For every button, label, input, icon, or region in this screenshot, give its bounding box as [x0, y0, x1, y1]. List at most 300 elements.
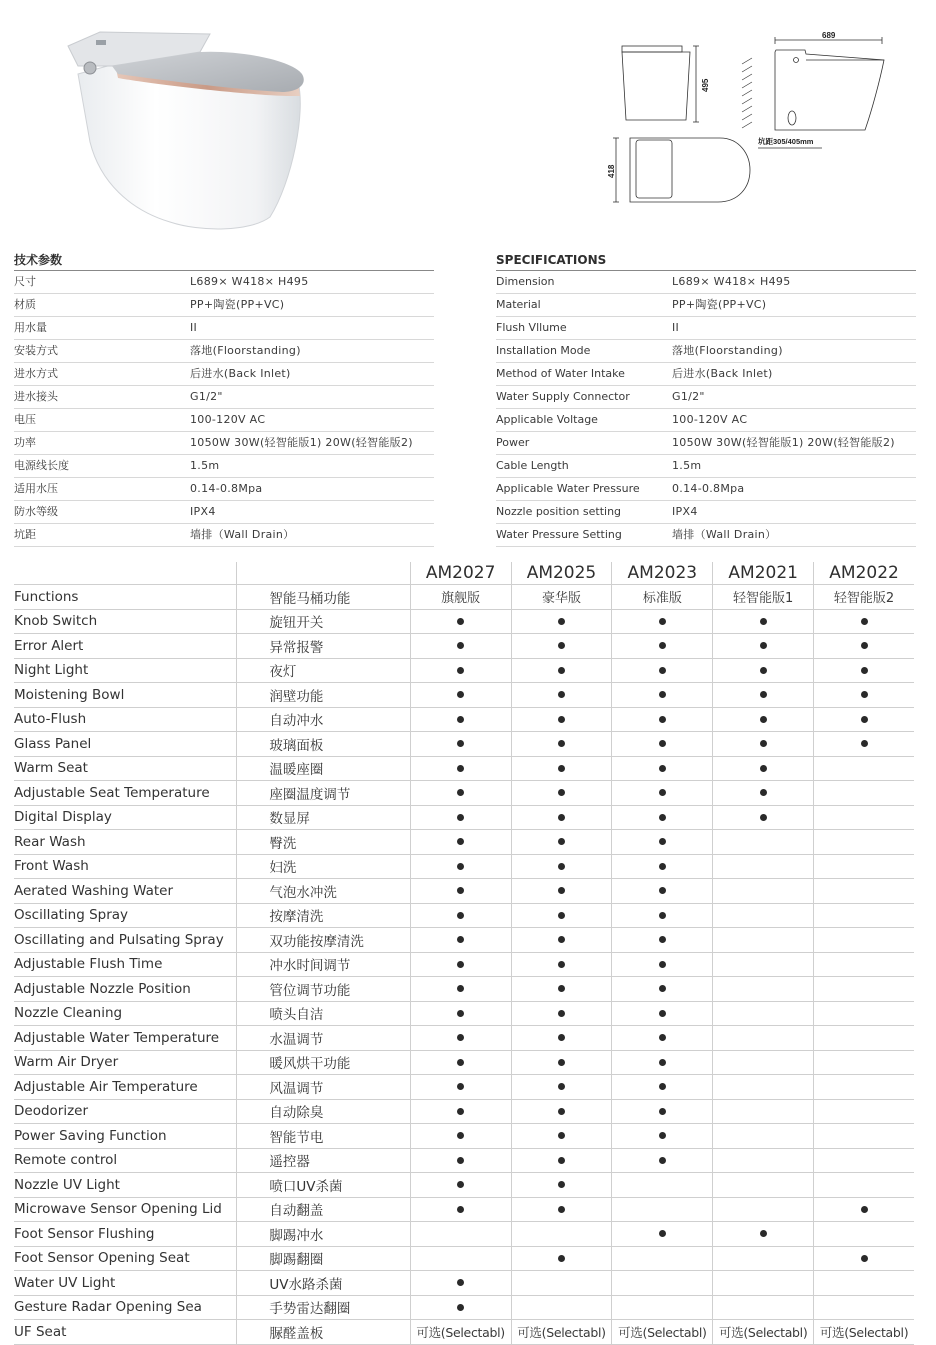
selectable-cell: 可选(Selectabl)	[814, 1320, 914, 1345]
feature-name-cn: 双功能按摩清洗	[237, 928, 410, 953]
feature-name-en: Microwave Sensor Opening Lid	[14, 1197, 237, 1222]
feature-cell	[713, 658, 814, 683]
feature-name-en: Knob Switch	[14, 609, 237, 634]
included-dot-icon	[457, 1157, 464, 1164]
included-dot-icon	[457, 1083, 464, 1090]
feature-name-cn: 管位调节功能	[237, 977, 410, 1002]
included-dot-icon	[659, 1010, 666, 1017]
included-dot-icon	[558, 642, 565, 649]
feature-row	[14, 928, 914, 953]
included-dot-icon	[457, 716, 464, 723]
feature-cell	[410, 928, 511, 953]
feature-cell	[410, 952, 511, 977]
spec-row	[496, 432, 916, 455]
feature-cell	[713, 1295, 814, 1320]
feature-cell	[713, 732, 814, 757]
included-dot-icon	[861, 740, 868, 747]
included-dot-icon	[558, 1108, 565, 1115]
blank-header-cell	[14, 562, 237, 585]
included-dot-icon	[558, 691, 565, 698]
included-dot-icon	[659, 765, 666, 772]
feature-cell	[612, 952, 713, 977]
spec-value: PP+陶瓷(PP+VC)	[672, 298, 767, 311]
feature-cell	[713, 1050, 814, 1075]
edition-header-row	[14, 585, 914, 610]
functions-header-cn: 智能马桶功能	[237, 585, 410, 610]
width-dimension: 418	[607, 164, 616, 178]
spec-key: Cable Length	[496, 459, 569, 472]
included-dot-icon	[457, 740, 464, 747]
drain-distance-label: 坑距305/405mm	[758, 137, 814, 146]
included-dot-icon	[457, 1059, 464, 1066]
feature-name-cn: 妇洗	[237, 854, 410, 879]
feature-name-en: Deodorizer	[14, 1099, 237, 1124]
feature-cell	[814, 1124, 914, 1149]
feature-name-en: Auto-Flush	[14, 707, 237, 732]
spec-value: 后进水(Back Inlet)	[190, 367, 291, 380]
feature-cell	[814, 756, 914, 781]
feature-cell	[612, 977, 713, 1002]
edition-name: 豪华版	[511, 585, 612, 610]
feature-cell	[713, 1246, 814, 1271]
spec-row	[496, 386, 916, 409]
spec-row	[496, 524, 916, 547]
included-dot-icon	[558, 716, 565, 723]
included-dot-icon	[558, 936, 565, 943]
included-dot-icon	[457, 1181, 464, 1188]
included-dot-icon	[760, 765, 767, 772]
spec-row	[14, 386, 434, 409]
blank-header-cell	[237, 562, 410, 585]
feature-cell	[410, 1271, 511, 1296]
included-dot-icon	[457, 887, 464, 894]
feature-row	[14, 1026, 914, 1051]
included-dot-icon	[457, 618, 464, 625]
feature-cell	[814, 1075, 914, 1100]
feature-row	[14, 1173, 914, 1198]
spec-row	[496, 363, 916, 386]
feature-name-en: Front Wash	[14, 854, 237, 879]
feature-cell	[511, 1295, 612, 1320]
feature-cell	[713, 1124, 814, 1149]
feature-cell	[410, 1222, 511, 1247]
feature-cell	[511, 658, 612, 683]
included-dot-icon	[659, 716, 666, 723]
included-dot-icon	[659, 1083, 666, 1090]
included-dot-icon	[659, 642, 666, 649]
included-dot-icon	[558, 985, 565, 992]
feature-cell	[511, 1197, 612, 1222]
feature-name-en: Night Light	[14, 658, 237, 683]
spec-row	[14, 524, 434, 547]
spec-row	[14, 432, 434, 455]
feature-cell	[814, 732, 914, 757]
included-dot-icon	[760, 667, 767, 674]
included-dot-icon	[659, 887, 666, 894]
included-dot-icon	[659, 1230, 666, 1237]
feature-name-cn: 风温调节	[237, 1075, 410, 1100]
spec-row	[496, 340, 916, 363]
feature-name-en: Adjustable Flush Time	[14, 952, 237, 977]
feature-name-cn: 手势雷达翻圈	[237, 1295, 410, 1320]
feature-row	[14, 1320, 914, 1345]
feature-cell	[612, 609, 713, 634]
feature-cell	[612, 1173, 713, 1198]
feature-cell	[814, 609, 914, 634]
included-dot-icon	[558, 1255, 565, 1262]
feature-cell	[612, 1050, 713, 1075]
feature-cell	[713, 952, 814, 977]
feature-cell	[713, 781, 814, 806]
feature-name-en: Warm Air Dryer	[14, 1050, 237, 1075]
spec-row	[496, 478, 916, 501]
feature-row	[14, 1075, 914, 1100]
feature-cell	[713, 683, 814, 708]
feature-cell	[713, 634, 814, 659]
feature-cell	[410, 1075, 511, 1100]
selectable-cell: 可选(Selectabl)	[410, 1320, 511, 1345]
feature-name-cn: 数显屏	[237, 805, 410, 830]
included-dot-icon	[659, 985, 666, 992]
feature-cell	[612, 1197, 713, 1222]
feature-name-cn: 脚踢翻圈	[237, 1246, 410, 1271]
feature-cell	[410, 1124, 511, 1149]
feature-name-cn: 气泡水冲洗	[237, 879, 410, 904]
spec-row	[14, 409, 434, 432]
included-dot-icon	[760, 618, 767, 625]
feature-row	[14, 1124, 914, 1149]
feature-cell	[713, 756, 814, 781]
feature-cell	[713, 1222, 814, 1247]
feature-cell	[713, 854, 814, 879]
spec-key: Applicable Voltage	[496, 413, 598, 426]
spec-key: 材质	[14, 298, 36, 311]
included-dot-icon	[457, 789, 464, 796]
feature-cell	[511, 756, 612, 781]
feature-cell	[511, 854, 612, 879]
edition-name: 旗舰版	[410, 585, 511, 610]
selectable-cell: 可选(Selectabl)	[612, 1320, 713, 1345]
included-dot-icon	[659, 1034, 666, 1041]
spec-row	[14, 340, 434, 363]
spec-value: 0.14-0.8Mpa	[190, 482, 263, 495]
feature-cell	[511, 1050, 612, 1075]
feature-row	[14, 1099, 914, 1124]
included-dot-icon	[457, 985, 464, 992]
included-dot-icon	[760, 642, 767, 649]
feature-cell	[410, 977, 511, 1002]
included-dot-icon	[861, 716, 868, 723]
spec-value: 1.5m	[672, 459, 702, 472]
included-dot-icon	[558, 1083, 565, 1090]
feature-cell	[410, 732, 511, 757]
product-photo	[60, 22, 320, 237]
feature-row	[14, 1246, 914, 1271]
feature-cell	[410, 609, 511, 634]
spec-key: 坑距	[14, 528, 36, 541]
feature-name-en: Digital Display	[14, 805, 237, 830]
feature-cell	[612, 756, 713, 781]
included-dot-icon	[558, 863, 565, 870]
feature-cell	[814, 1246, 914, 1271]
spec-row	[496, 271, 916, 294]
spec-key: 安装方式	[14, 344, 58, 357]
feature-cell	[713, 977, 814, 1002]
feature-cell	[511, 977, 612, 1002]
spec-value: 100-120V AC	[190, 413, 266, 426]
feature-cell	[511, 830, 612, 855]
selectable-cell: 可选(Selectabl)	[713, 1320, 814, 1345]
feature-name-en: Gesture Radar Opening Sea	[14, 1295, 237, 1320]
feature-cell	[410, 1246, 511, 1271]
included-dot-icon	[558, 1157, 565, 1164]
spec-row	[496, 455, 916, 478]
model-name: AM2021	[713, 562, 814, 585]
feature-name-en: Water UV Light	[14, 1271, 237, 1296]
feature-name-cn: UV水路杀菌	[237, 1271, 410, 1296]
feature-cell	[814, 1197, 914, 1222]
feature-cell	[612, 658, 713, 683]
included-dot-icon	[659, 789, 666, 796]
included-dot-icon	[659, 1059, 666, 1066]
feature-cell	[612, 1001, 713, 1026]
feature-cell	[511, 1173, 612, 1198]
feature-cell	[410, 658, 511, 683]
included-dot-icon	[659, 691, 666, 698]
feature-cell	[814, 903, 914, 928]
included-dot-icon	[558, 887, 565, 894]
feature-cell	[814, 1295, 914, 1320]
feature-cell	[814, 1148, 914, 1173]
spec-row	[14, 478, 434, 501]
spec-key: Nozzle position setting	[496, 505, 622, 518]
feature-cell	[612, 1099, 713, 1124]
included-dot-icon	[659, 618, 666, 625]
spec-key: Flush Vllume	[496, 321, 567, 334]
included-dot-icon	[457, 863, 464, 870]
feature-cell	[410, 1001, 511, 1026]
feature-row	[14, 683, 914, 708]
feature-name-cn: 水温调节	[237, 1026, 410, 1051]
feature-name-en: UF Seat	[14, 1320, 237, 1345]
feature-cell	[713, 1148, 814, 1173]
feature-cell	[814, 1271, 914, 1296]
included-dot-icon	[558, 1181, 565, 1188]
feature-cell	[511, 928, 612, 953]
included-dot-icon	[558, 1132, 565, 1139]
spec-key: Material	[496, 298, 541, 311]
feature-row	[14, 1148, 914, 1173]
feature-name-cn: 臀洗	[237, 830, 410, 855]
spec-key: 适用水压	[14, 482, 58, 495]
included-dot-icon	[659, 667, 666, 674]
feature-cell	[410, 1295, 511, 1320]
spec-value: PP+陶瓷(PP+VC)	[190, 298, 285, 311]
feature-cell	[410, 634, 511, 659]
feature-cell	[814, 707, 914, 732]
spec-key: 进水接头	[14, 390, 58, 403]
feature-cell	[713, 1271, 814, 1296]
feature-name-en: Foot Sensor Opening Seat	[14, 1246, 237, 1271]
feature-cell	[612, 1246, 713, 1271]
spec-key: 防水等级	[14, 505, 58, 518]
included-dot-icon	[659, 838, 666, 845]
feature-row	[14, 1050, 914, 1075]
included-dot-icon	[659, 814, 666, 821]
feature-cell	[612, 830, 713, 855]
included-dot-icon	[861, 642, 868, 649]
feature-cell	[612, 781, 713, 806]
feature-name-en: Nozzle Cleaning	[14, 1001, 237, 1026]
feature-cell	[814, 805, 914, 830]
feature-cell	[410, 1099, 511, 1124]
feature-cell	[511, 707, 612, 732]
feature-cell	[511, 1001, 612, 1026]
technical-drawing	[600, 30, 900, 220]
feature-name-cn: 异常报警	[237, 634, 410, 659]
feature-cell	[713, 1099, 814, 1124]
feature-row	[14, 781, 914, 806]
feature-cell	[612, 732, 713, 757]
feature-cell	[511, 1026, 612, 1051]
feature-row	[14, 854, 914, 879]
feature-name-cn: 脲醛盖板	[237, 1320, 410, 1345]
spec-value: 100-120V AC	[672, 413, 748, 426]
feature-cell	[814, 1050, 914, 1075]
feature-cell	[612, 1271, 713, 1296]
included-dot-icon	[861, 1255, 868, 1262]
feature-cell	[511, 805, 612, 830]
feature-cell	[814, 683, 914, 708]
feature-name-en: Power Saving Function	[14, 1124, 237, 1149]
spec-value: 墙排（Wall Drain）	[672, 528, 777, 541]
spec-row	[14, 501, 434, 524]
included-dot-icon	[861, 1206, 868, 1213]
feature-cell	[612, 1026, 713, 1051]
feature-cell	[814, 1099, 914, 1124]
feature-row	[14, 658, 914, 683]
included-dot-icon	[457, 1206, 464, 1213]
feature-cell	[410, 1173, 511, 1198]
spec-row	[14, 294, 434, 317]
feature-cell	[713, 1026, 814, 1051]
feature-cell	[511, 879, 612, 904]
feature-name-cn: 按摩清洗	[237, 903, 410, 928]
included-dot-icon	[558, 618, 565, 625]
feature-cell	[410, 1148, 511, 1173]
feature-name-cn: 暖风烘干功能	[237, 1050, 410, 1075]
included-dot-icon	[558, 1034, 565, 1041]
feature-cell	[410, 781, 511, 806]
spec-value: IPX4	[672, 505, 698, 518]
selectable-cell: 可选(Selectabl)	[511, 1320, 612, 1345]
feature-row	[14, 1222, 914, 1247]
feature-cell	[814, 658, 914, 683]
spec-value: L689× W418× H495	[190, 275, 309, 288]
feature-cell	[511, 1271, 612, 1296]
spec-value: L689× W418× H495	[672, 275, 791, 288]
feature-name-en: Adjustable Seat Temperature	[14, 781, 237, 806]
feature-row	[14, 1001, 914, 1026]
feature-cell	[713, 1173, 814, 1198]
spec-key: 用水量	[14, 321, 47, 334]
spec-value: G1/2"	[190, 390, 223, 403]
included-dot-icon	[760, 789, 767, 796]
feature-cell	[410, 805, 511, 830]
feature-name-cn: 脚踢冲水	[237, 1222, 410, 1247]
feature-cell	[511, 732, 612, 757]
included-dot-icon	[457, 1010, 464, 1017]
feature-row	[14, 1271, 914, 1296]
feature-cell	[612, 1148, 713, 1173]
feature-cell	[511, 1124, 612, 1149]
feature-name-cn: 喷口UV杀菌	[237, 1173, 410, 1198]
model-name: AM2023	[612, 562, 713, 585]
spec-value: G1/2"	[672, 390, 705, 403]
spec-title-cn: 技术参数	[14, 250, 434, 271]
feature-cell	[410, 1026, 511, 1051]
included-dot-icon	[659, 936, 666, 943]
included-dot-icon	[659, 1157, 666, 1164]
feature-cell	[612, 1124, 713, 1149]
spec-value: 墙排（Wall Drain）	[190, 528, 295, 541]
spec-title-en: SPECIFICATIONS	[496, 250, 916, 271]
feature-name-en: Warm Seat	[14, 756, 237, 781]
feature-cell	[713, 1075, 814, 1100]
feature-cell	[612, 1295, 713, 1320]
spec-row	[14, 271, 434, 294]
feature-cell	[612, 634, 713, 659]
feature-row	[14, 1197, 914, 1222]
included-dot-icon	[659, 912, 666, 919]
feature-cell	[511, 1148, 612, 1173]
feature-row	[14, 952, 914, 977]
feature-cell	[612, 1075, 713, 1100]
included-dot-icon	[861, 667, 868, 674]
feature-name-en: Rear Wash	[14, 830, 237, 855]
included-dot-icon	[457, 1108, 464, 1115]
included-dot-icon	[558, 789, 565, 796]
feature-row	[14, 805, 914, 830]
feature-name-cn: 智能节电	[237, 1124, 410, 1149]
edition-name: 轻智能版2	[814, 585, 914, 610]
feature-name-cn: 旋钮开关	[237, 609, 410, 634]
feature-cell	[410, 879, 511, 904]
spec-key: Water Supply Connector	[496, 390, 630, 403]
included-dot-icon	[558, 667, 565, 674]
model-name: AM2022	[814, 562, 914, 585]
feature-name-cn: 玻璃面板	[237, 732, 410, 757]
feature-cell	[511, 1246, 612, 1271]
edition-name: 轻智能版1	[713, 585, 814, 610]
feature-row	[14, 707, 914, 732]
feature-cell	[713, 1197, 814, 1222]
feature-cell	[511, 903, 612, 928]
feature-cell	[410, 903, 511, 928]
included-dot-icon	[457, 1132, 464, 1139]
feature-cell	[410, 830, 511, 855]
feature-cell	[410, 756, 511, 781]
feature-name-cn: 喷头自洁	[237, 1001, 410, 1026]
spec-key: 电源线长度	[14, 459, 69, 472]
included-dot-icon	[558, 740, 565, 747]
feature-name-en: Adjustable Nozzle Position	[14, 977, 237, 1002]
included-dot-icon	[457, 1304, 464, 1311]
model-name: AM2027	[410, 562, 511, 585]
feature-cell	[612, 928, 713, 953]
feature-cell	[612, 879, 713, 904]
spec-key: Installation Mode	[496, 344, 591, 357]
